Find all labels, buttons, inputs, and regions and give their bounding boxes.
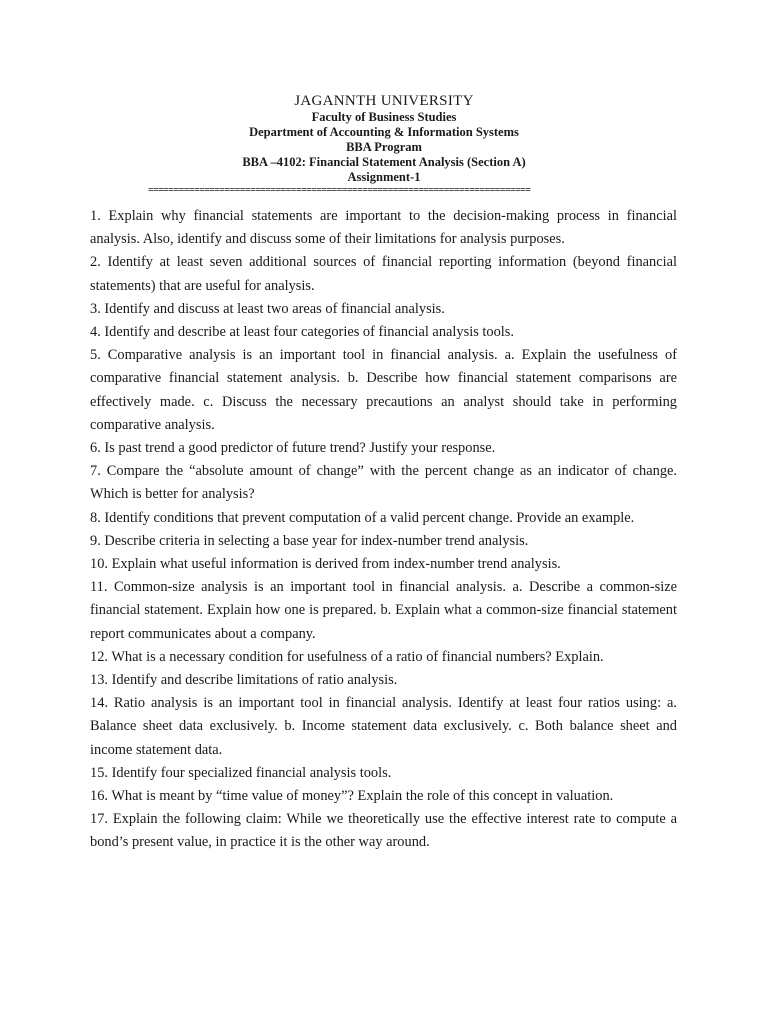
question-item: 10. Explain what useful information is derived from index-number trend analysis. xyxy=(90,556,561,573)
question-item: 12. What is a necessary condition for usefulness of a ratio of financial numbers? Explain. xyxy=(90,648,604,665)
faculty-name: Faculty of Business Studies xyxy=(311,110,457,124)
question-item: 9. Describe criteria in selecting a base year for index-number trend analysis. xyxy=(90,532,529,549)
program-name: BBA Program xyxy=(346,140,422,154)
question-item: 5. Comparative analysis is an important tool in financial analysis. a. Explain the usefulness of comparative financial statement analysis. b. Describe how financial statement comparisons are effectively made. c. Discuss the necessary precautions an analyst should take in performing comparative analysis. xyxy=(90,347,677,433)
question-item: 1. Explain why financial statements are important to the decision-making process in financial analysis. Also, identify and discuss some of their limitations for analysis purposes. xyxy=(90,208,677,248)
question-item: 8. Identify conditions that prevent computation of a valid percent change. Provide an example. xyxy=(90,509,635,526)
question-item: 4. Identify and describe at least four categories of financial analysis tools. xyxy=(90,324,514,341)
assignment-title: Assignment-1 xyxy=(347,170,421,184)
question-list xyxy=(90,205,677,855)
question-item: 11. Common-size analysis is an important tool in financial analysis. a. Describe a common-size financial statement. Explain how one is prepared. b. Explain what a common-size financial statement report communicates about a company. xyxy=(90,579,677,642)
question-item: 13. Identify and describe limitations of ratio analysis. xyxy=(90,672,398,689)
question-item: 3. Identify and discuss at least two areas of financial analysis. xyxy=(90,300,445,317)
question-item: 14. Ratio analysis is an important tool in financial analysis. Identify at least four ratios using: a. Balance sheet data exclusively. b. Income statement data exclusively. c. Both balance sheet and income statement data. xyxy=(90,695,677,758)
question-item: 6. Is past trend a good predictor of future trend? Justify your response. xyxy=(90,440,496,457)
question-item: 2. Identify at least seven additional sources of financial reporting information (beyond financial statements) that are useful for analysis. xyxy=(90,254,677,294)
question-item: 17. Explain the following claim: While we theoretically use the effective interest rate to compute a bond’s present value, in practice it is the other way around. xyxy=(90,811,677,851)
course-title: BBA –4102: Financial Statement Analysis (Section A) xyxy=(242,155,526,169)
separator-rule: =========================================================================== xyxy=(148,186,531,196)
university-name: JAGANNTH UNIVERSITY xyxy=(294,93,474,109)
document-header xyxy=(0,92,768,196)
question-item: 16. What is meant by “time value of money”? Explain the role of this concept in valuation. xyxy=(90,788,614,805)
question-item: 7. Compare the “absolute amount of change” with the percent change as an indicator of change. Which is better for analysis? xyxy=(90,463,677,503)
department-name: Department of Accounting & Information Systems xyxy=(249,125,519,139)
question-item: 15. Identify four specialized financial analysis tools. xyxy=(90,764,392,781)
